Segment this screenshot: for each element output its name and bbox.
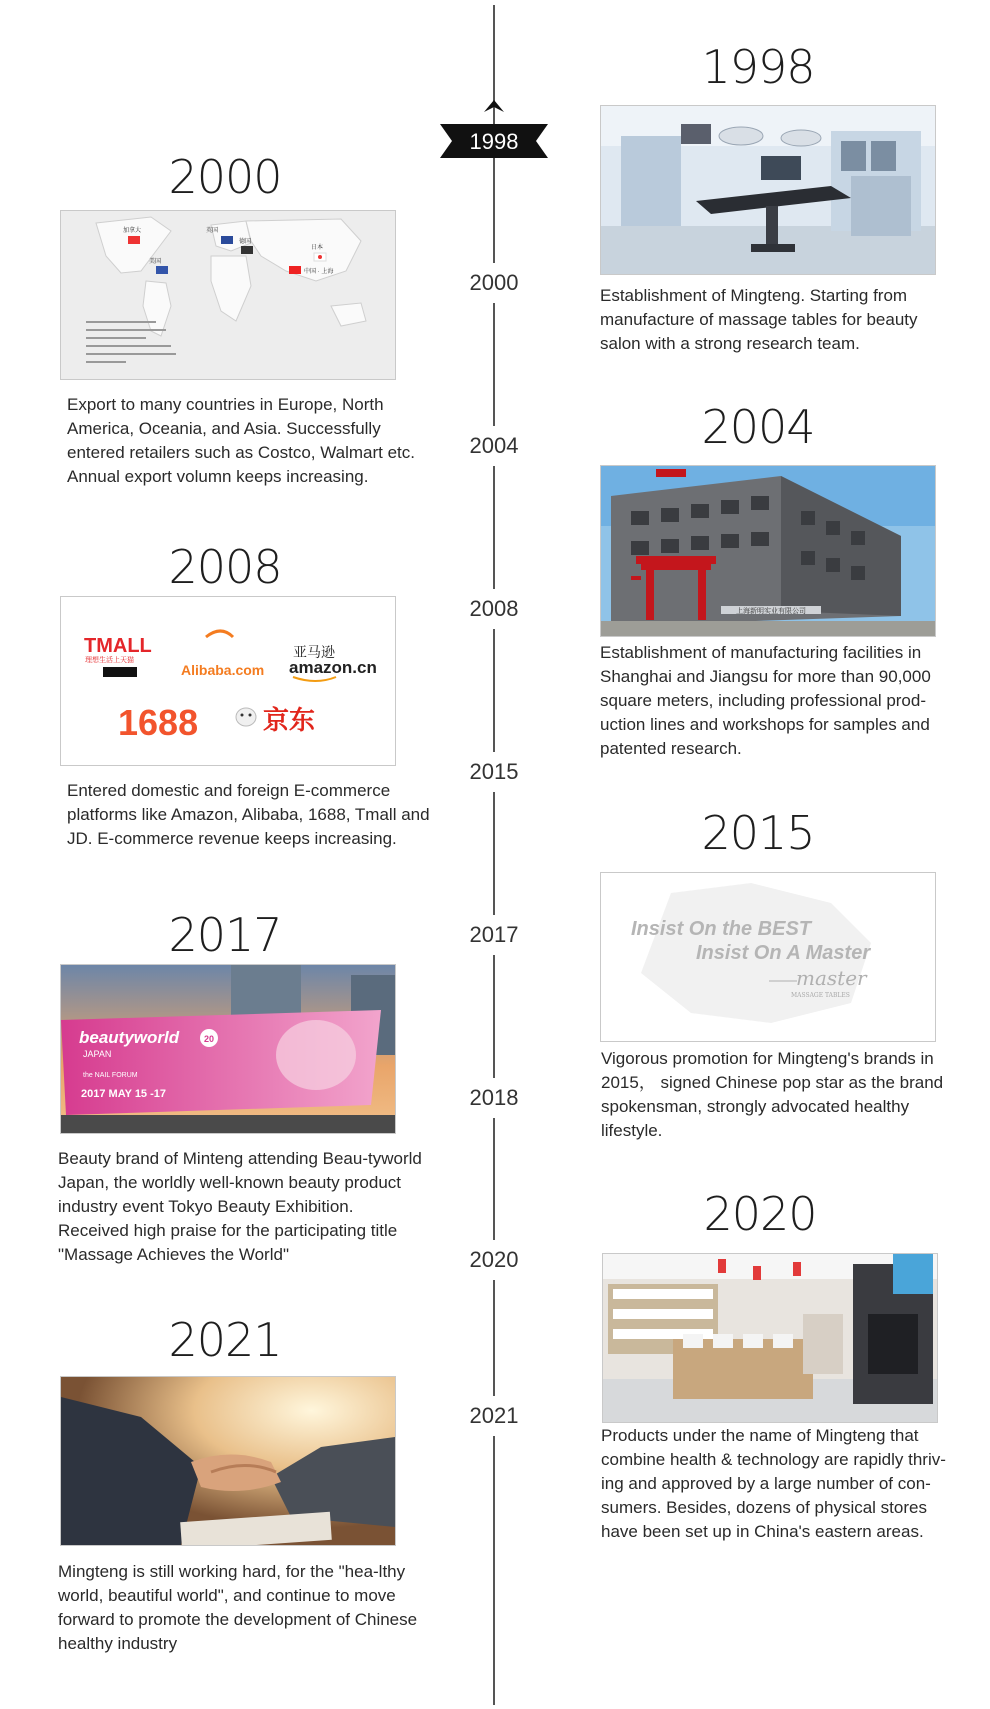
map-label-uk: 英国 (206, 228, 219, 234)
logo-1688: 1688 (118, 702, 199, 743)
amazon-logo: amazon.cn (289, 658, 377, 677)
banner-year-badge: 20 (204, 1034, 215, 1044)
brand-slogan-image (600, 872, 936, 1042)
map-label-china: 中国 · 上海 (304, 269, 334, 275)
banner-country: JAPAN (83, 1049, 112, 1059)
map-label-japan: 日本 (311, 245, 324, 251)
year-heading: 2021 (168, 1313, 282, 1367)
handshake-photo (60, 1376, 396, 1546)
arrow-up-icon (484, 100, 504, 114)
event-description: Vigorous promotion for Mingteng's brands in 2015， signed Chinese pop star as the brand spokensman, strongly advocated healthy lifestyle. (601, 1049, 944, 1140)
slogan-line-2: Insist On A Master (696, 942, 871, 964)
map-label-germany: 德国 (239, 239, 252, 245)
year-heading: 2008 (168, 540, 282, 594)
year-heading: 2015 (701, 806, 815, 860)
map-label-usa: 美国 (149, 259, 162, 265)
banner-forum: the NAIL FORUM (83, 1072, 138, 1079)
axis-label: 2018 (469, 1085, 519, 1110)
ecommerce-logos-panel (60, 596, 396, 766)
axis-label: 2021 (469, 1403, 519, 1428)
event-description: Mingteng is still working hard, for the "hea-lthy world, beautiful world", and continue to move forward to promote the development of Chinese healthy industry (58, 1562, 418, 1653)
tmall-logo: TMALL (84, 635, 152, 657)
axis-label: 2008 (469, 596, 519, 621)
event-description: Establishment of Mingteng. Starting from manufacture of massage tables for beauty salon with a strong research team. (600, 286, 918, 353)
timeline-axis (493, 5, 495, 1705)
axis-label: 2015 (469, 759, 519, 784)
slogan-line-1: Insist On the BEST (631, 918, 812, 940)
alibaba-logo: Alibaba.com (181, 662, 265, 678)
factory-building-photo (600, 465, 936, 637)
event-description: Export to many countries in Europe, North America, Oceania, and Asia. Successfully entered retailers such as Costco, Walmart etc. Annual export volumn keeps increasing. (67, 395, 416, 486)
world-export-map (60, 210, 396, 380)
factory-sign: 上海新明实业有限公司 (736, 608, 806, 615)
jd-logo: 京东 (263, 705, 316, 735)
retail-store-photo (602, 1253, 938, 1423)
operating-room-photo (600, 105, 936, 275)
year-heading: 2000 (168, 150, 282, 204)
event-description: Entered domestic and foreign E-commerce platforms like Amazon, Alibaba, 1688, Tmall and JD. E-commerce revenue keeps increasing. (67, 781, 430, 848)
jd-dog-icon (236, 708, 256, 726)
beautyworld-banner-photo (60, 964, 396, 1134)
map-label-canada: 加拿大 (123, 228, 142, 234)
banner-dates: 2017 MAY 15 -17 (81, 1088, 167, 1100)
event-description: Establishment of manufacturing facilities in Shanghai and Jiangsu for more than 90,000 square meters, including professional prod-uction lines and workshops for samples and patented research. (600, 643, 931, 758)
axis-label: 2000 (469, 270, 519, 295)
year-heading: 2017 (168, 908, 282, 962)
year-heading: 2020 (703, 1187, 817, 1241)
master-logo: master (796, 966, 867, 990)
event-description: Products under the name of Mingteng that combine health & technology are rapidly thriv-ing and approved by a large number of con-sumers. Besides, dozens of physical stores have been set up in China's eastern areas. (601, 1426, 946, 1541)
year-heading: 2004 (701, 400, 815, 454)
year-heading: 1998 (701, 40, 815, 94)
timeline-marker-label: 1998 (469, 129, 519, 154)
event-description: Beauty brand of Minteng attending Beau-tyworld Japan, the worldly well-known beauty product industry event Tokyo Beauty Exhibition. Received high praise for the participating title "Massage Achieves the World" (58, 1149, 422, 1264)
master-logo-sub: MASSAGE TABLES (791, 992, 850, 999)
axis-label: 2017 (469, 922, 519, 947)
banner-brand: beautyworld (79, 1028, 180, 1047)
axis-label: 2020 (469, 1247, 519, 1272)
axis-label: 2004 (469, 433, 519, 458)
tmall-tagline: 理想生活上天猫 (85, 657, 134, 664)
amazon-cn-logo: 亚马逊 (293, 644, 335, 660)
